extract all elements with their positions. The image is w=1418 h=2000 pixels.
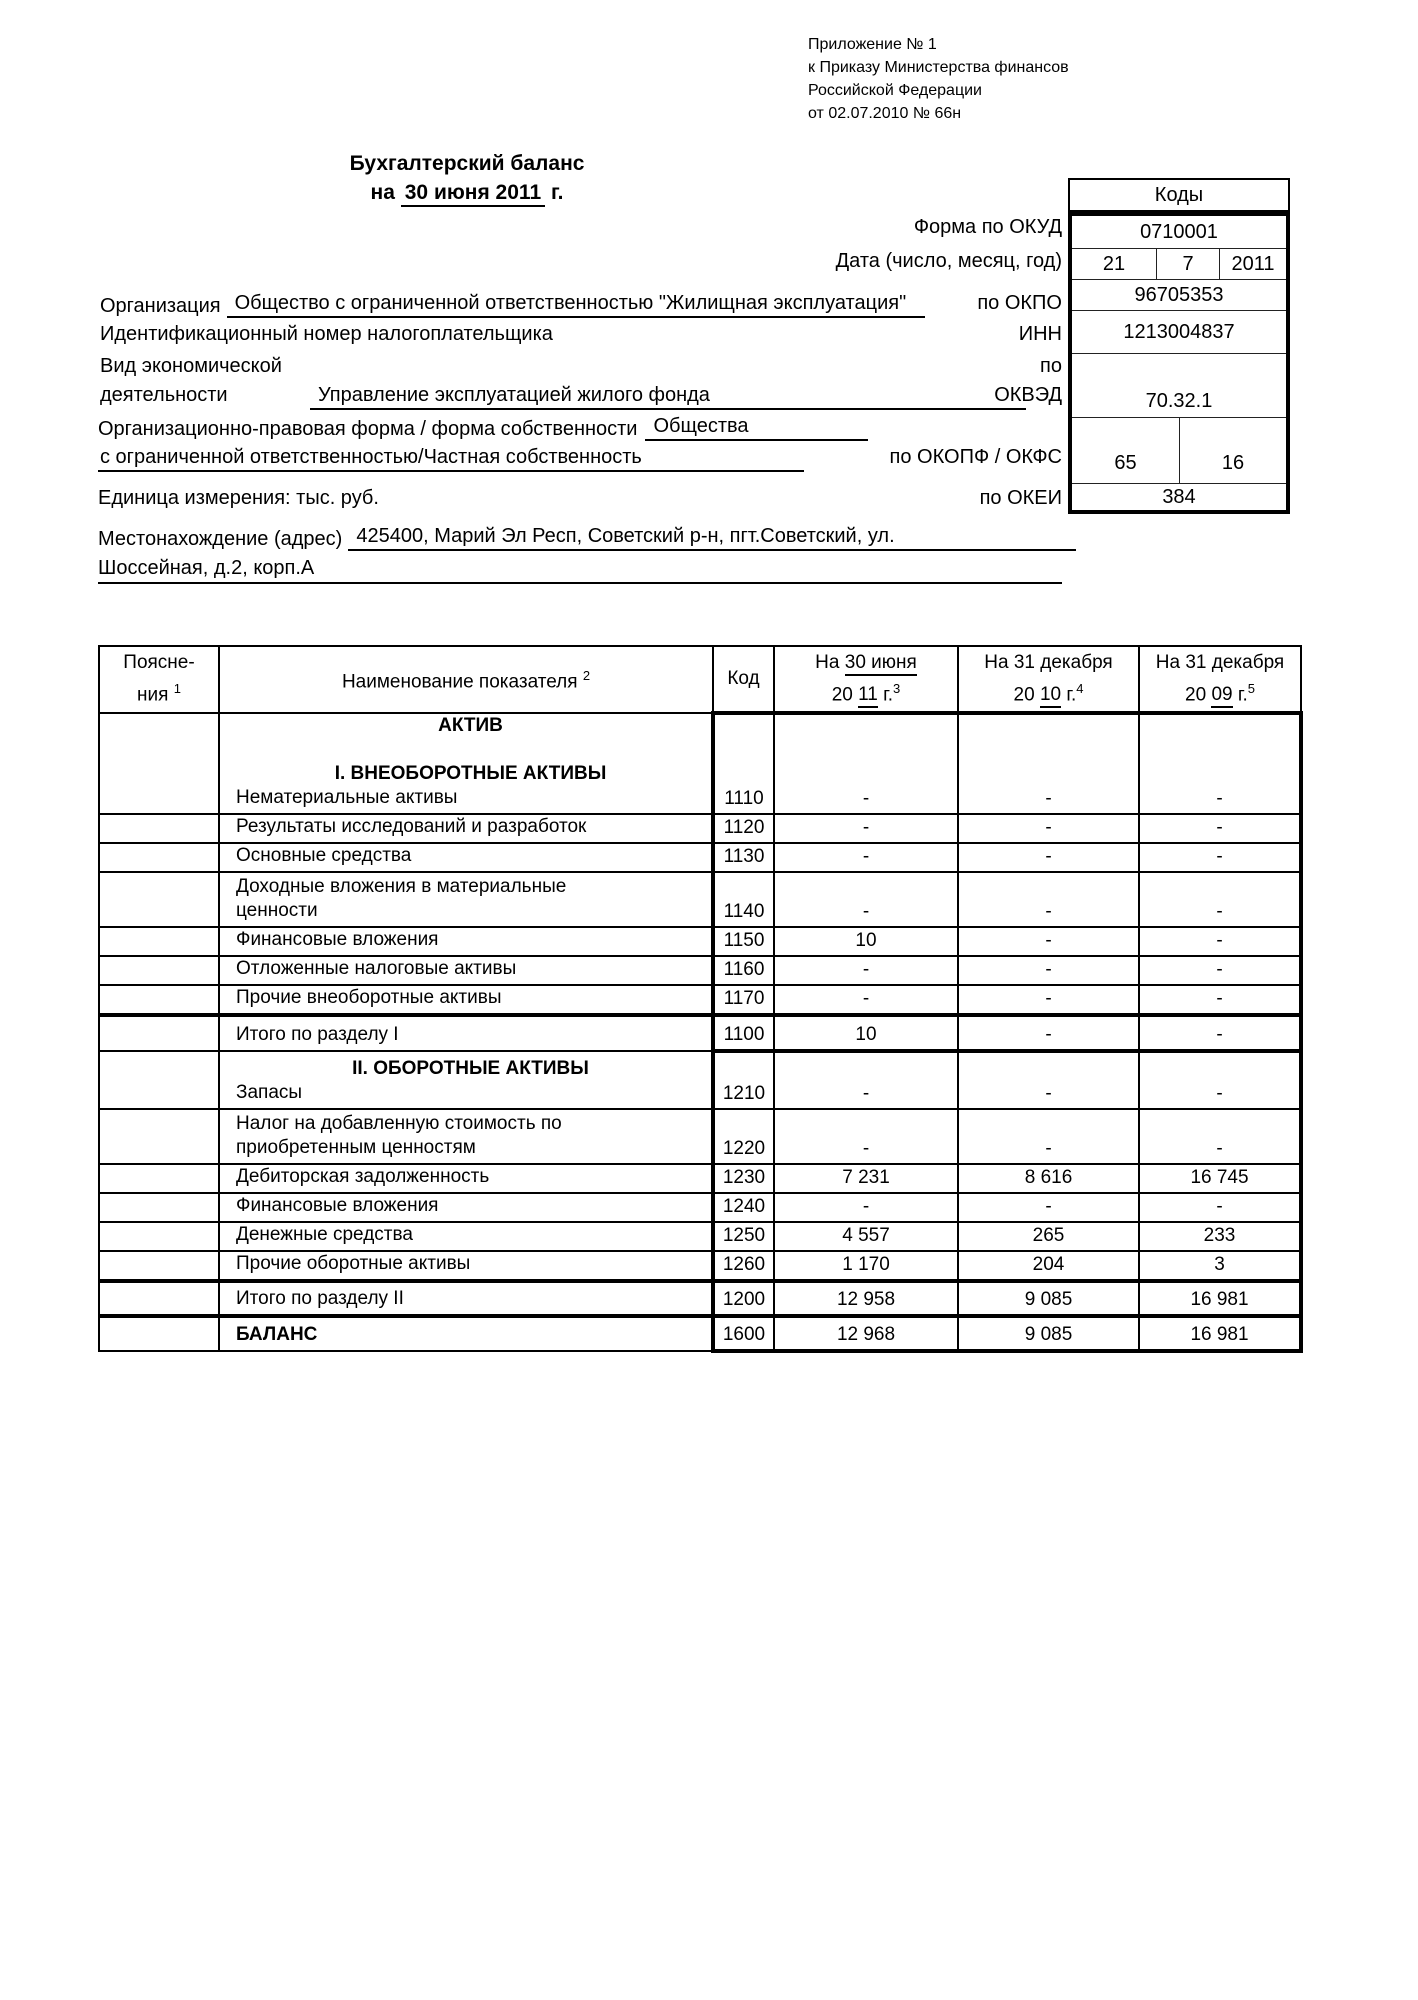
row-label: Денежные средства xyxy=(236,1224,413,1245)
date-code-row xyxy=(1072,249,1286,280)
table-row-1100 xyxy=(99,1015,1301,1051)
row-code-cell: 1120 xyxy=(713,814,774,843)
address-value-2: Шоссейная, д.2, корп.А xyxy=(98,557,315,579)
value-cell-3: - xyxy=(1139,1109,1301,1164)
row-label: Налог на добавленную стоимость по xyxy=(236,1113,562,1134)
value-cell-3: - xyxy=(1139,1015,1301,1051)
table-row-1200 xyxy=(99,1281,1301,1316)
indicator-name-cell xyxy=(219,1109,713,1164)
col-header-indicator-name: Наименование показателя $^2$ xyxy=(219,646,713,713)
indicator-name-cell xyxy=(219,1193,713,1222)
organization-line xyxy=(100,291,925,318)
row-code-cell: 1230 xyxy=(713,1164,774,1193)
indicator-name-cell xyxy=(219,1015,713,1051)
value-cell-3: - xyxy=(1139,956,1301,985)
row-code-cell: 1150 xyxy=(713,927,774,956)
row-label: Финансовые вложения xyxy=(236,1195,439,1216)
value-cell-1: 10 xyxy=(774,1015,958,1051)
legal-form-line xyxy=(98,414,868,441)
indicator-name-cell xyxy=(219,1251,713,1281)
legal-form-value-2: с ограниченной ответственностью/Частная собственность xyxy=(98,445,804,472)
value-cell-3: - xyxy=(1139,843,1301,872)
okved-code-cell: 70.32.1 xyxy=(1072,354,1286,418)
activity-label-2: деятельности xyxy=(100,384,228,406)
explanations-cell xyxy=(99,956,219,985)
inn-label: ИНН xyxy=(1018,323,1062,345)
document-title xyxy=(317,150,617,208)
value-cell-1: 12 968 xyxy=(774,1316,958,1351)
row-code-cell: 1200 xyxy=(713,1281,774,1316)
inn-code-cell: 1213004837 xyxy=(1072,311,1286,354)
appendix-line-2: к Приказу Министерства финансов xyxy=(808,59,1069,76)
value-cell-1: - xyxy=(774,814,958,843)
explanations-cell xyxy=(99,1316,219,1351)
date-day-cell: 21 xyxy=(1102,252,1126,275)
explanations-cell xyxy=(99,985,219,1015)
table-row-1210 xyxy=(99,1051,1301,1109)
value-cell-1: 4 557 xyxy=(774,1222,958,1251)
title-suffix: г. xyxy=(550,181,564,204)
legal-form-label: Организационно-правовая форма / форма собственности xyxy=(98,418,638,440)
section-heading: II. ОБОРОТНЫЕ АКТИВЫ xyxy=(352,1058,589,1079)
activity-label-1: Вид экономической xyxy=(100,355,282,377)
value-cell-2: 204 xyxy=(958,1251,1139,1281)
table-head xyxy=(99,646,1301,713)
row-code-cell: 1140 xyxy=(713,872,774,927)
explanations-cell xyxy=(99,1015,219,1051)
row-code-cell: 1600 xyxy=(713,1316,774,1351)
section-heading: I. ВНЕОБОРОТНЫЕ АКТИВЫ xyxy=(334,763,607,784)
table-row-1140 xyxy=(99,872,1301,927)
value-cell-2: - xyxy=(958,1109,1139,1164)
explanations-cell xyxy=(99,1251,219,1281)
okei-code-cell: 384 xyxy=(1162,485,1196,508)
appendix-line-3: Российской Федерации xyxy=(808,82,982,99)
row-label: Итого по разделу I xyxy=(236,1024,399,1045)
row-code-cell: 1170 xyxy=(713,985,774,1015)
row-label: Финансовые вложения xyxy=(236,929,439,950)
value-cell-1: - xyxy=(774,713,958,814)
legal-form-value-1: Общества xyxy=(645,414,868,441)
row-code-cell: 1210 xyxy=(713,1051,774,1109)
okopf-okfs-row xyxy=(1072,418,1286,484)
organization-value: Общество с ограниченной ответственностью "Жилищная эксплуатация" xyxy=(227,291,925,318)
value-cell-2: - xyxy=(958,814,1139,843)
indicator-name-cell xyxy=(219,814,713,843)
row-code-cell: 1110 xyxy=(713,713,774,814)
table-body xyxy=(99,713,1301,1351)
okud-label: Форма по ОКУД xyxy=(913,216,1062,238)
value-cell-2: 9 085 xyxy=(958,1281,1139,1316)
row-code-cell: 1240 xyxy=(713,1193,774,1222)
table-row-1130 xyxy=(99,843,1301,872)
indicator-name-cell xyxy=(219,1222,713,1251)
value-cell-3: - xyxy=(1139,1051,1301,1109)
date-month-cell: 7 xyxy=(1156,249,1219,279)
value-cell-2: - xyxy=(958,872,1139,927)
value-cell-2: - xyxy=(958,927,1139,956)
explanations-cell xyxy=(99,843,219,872)
table-row-1240 xyxy=(99,1193,1301,1222)
explanations-cell xyxy=(99,872,219,927)
indicator-name-cell xyxy=(219,1316,713,1351)
table-row-1110 xyxy=(99,713,1301,814)
value-cell-1: - xyxy=(774,1109,958,1164)
explanations-cell xyxy=(99,1164,219,1193)
explanations-cell xyxy=(99,1109,219,1164)
row-label: Дебиторская задолженность xyxy=(236,1166,490,1187)
col-header-as-of-dec-31-2010: На 31 декабря 20 10 г.$^4$ xyxy=(958,646,1139,713)
row-code-cell: 1100 xyxy=(713,1015,774,1051)
explanations-cell xyxy=(99,1051,219,1109)
appendix-line-4: от 02.07.2010 № 66н xyxy=(808,105,962,122)
value-cell-1: - xyxy=(774,985,958,1015)
explanations-cell xyxy=(99,814,219,843)
explanations-cell xyxy=(99,713,219,814)
indicator-name-cell xyxy=(219,927,713,956)
title-date: 30 июня 2011 xyxy=(401,181,545,207)
okfs-code-cell: 16 xyxy=(1179,418,1286,483)
table-row-1600 xyxy=(99,1316,1301,1351)
table-row-1260 xyxy=(99,1251,1301,1281)
row-label: Основные средства xyxy=(236,845,412,866)
title-prefix: на xyxy=(370,181,395,204)
col-header-explanations: Поясне- ния $^1$ xyxy=(99,646,219,713)
col-header-as-of-dec-31-2009: На 31 декабря 20 09 г.$^5$ xyxy=(1139,646,1301,713)
indicator-name-cell xyxy=(219,956,713,985)
row-label: Итого по разделу II xyxy=(236,1288,404,1309)
value-cell-2: 8 616 xyxy=(958,1164,1139,1193)
explanations-cell xyxy=(99,1222,219,1251)
table-row-1150 xyxy=(99,927,1301,956)
value-cell-3: 16 981 xyxy=(1139,1281,1301,1316)
indicator-name-cell xyxy=(219,872,713,927)
appendix-line-1: Приложение № 1 xyxy=(808,36,937,53)
value-cell-2: - xyxy=(958,713,1139,814)
value-cell-1: 1 170 xyxy=(774,1251,958,1281)
inn-left-label: Идентификационный номер налогоплательщика xyxy=(100,323,553,345)
col-header-as-of-jun-30-2011: На 30 июня 20 11 г.$^3$ xyxy=(774,646,958,713)
row-code-cell: 1220 xyxy=(713,1109,774,1164)
value-cell-1: - xyxy=(774,1193,958,1222)
okopf-code-cell: 65 xyxy=(1114,452,1137,474)
table-row-1230 xyxy=(99,1164,1301,1193)
value-cell-1: - xyxy=(774,872,958,927)
value-cell-2: - xyxy=(958,1051,1139,1109)
value-cell-1: 12 958 xyxy=(774,1281,958,1316)
indicator-name-cell xyxy=(219,1281,713,1316)
balance-table xyxy=(98,645,1303,1353)
value-cell-3: - xyxy=(1139,927,1301,956)
value-cell-2: 265 xyxy=(958,1222,1139,1251)
value-cell-1: 7 231 xyxy=(774,1164,958,1193)
row-label: Запасы xyxy=(236,1082,303,1103)
unit-label: Единица измерения: тыс. руб. xyxy=(98,487,379,509)
codes-panel xyxy=(1068,212,1290,514)
date-label: Дата (число, месяц, год) xyxy=(835,250,1062,272)
indicator-name-cell xyxy=(219,843,713,872)
explanations-cell xyxy=(99,1281,219,1316)
organization-label: Организация xyxy=(100,295,221,317)
value-cell-3: 16 745 xyxy=(1139,1164,1301,1193)
address-line xyxy=(98,524,1076,551)
okud-code-cell: 0710001 xyxy=(1072,216,1286,249)
row-label: Прочие внеоборотные активы xyxy=(236,987,502,1008)
indicator-name-cell xyxy=(219,713,713,814)
address-value-1: 425400, Марий Эл Респ, Советский р-н, пгт.Советский, ул. xyxy=(348,524,1076,551)
title-line-2 xyxy=(317,178,617,208)
col-header-code: Код xyxy=(713,646,774,713)
row-code-cell: 1250 xyxy=(713,1222,774,1251)
row-label: БАЛАНС xyxy=(236,1324,318,1345)
section-heading xyxy=(236,738,705,762)
row-code-cell: 1130 xyxy=(713,843,774,872)
okpo-label: по ОКПО xyxy=(977,292,1062,314)
value-cell-2: - xyxy=(958,843,1139,872)
value-cell-3: 233 xyxy=(1139,1222,1301,1251)
value-cell-1: - xyxy=(774,843,958,872)
title-line-1: Бухгалтерский баланс xyxy=(349,152,585,175)
row-code-cell: 1260 xyxy=(713,1251,774,1281)
value-cell-3: 16 981 xyxy=(1139,1316,1301,1351)
row-label: Результаты исследований и разработок xyxy=(236,816,587,837)
okei-label: по ОКЕИ xyxy=(979,487,1062,509)
value-cell-3: 3 xyxy=(1139,1251,1301,1281)
row-label: Прочие оборотные активы xyxy=(236,1253,471,1274)
okved-label-1: по xyxy=(1040,355,1062,377)
okopf-label: по ОКОПФ / ОКФС xyxy=(889,446,1062,468)
row-label: Доходные вложения в материальные xyxy=(236,876,567,897)
value-cell-2: - xyxy=(958,956,1139,985)
value-cell-1: - xyxy=(774,1051,958,1109)
table-row-1170 xyxy=(99,985,1301,1015)
value-cell-2: - xyxy=(958,1015,1139,1051)
indicator-name-cell xyxy=(219,1051,713,1109)
row-label: ценности xyxy=(236,900,318,921)
address-label: Местонахождение (адрес) xyxy=(98,528,343,550)
table-row-1250 xyxy=(99,1222,1301,1251)
value-cell-3: - xyxy=(1139,713,1301,814)
activity-value: Управление эксплуатацией жилого фонда xyxy=(310,383,1026,410)
indicator-name-cell xyxy=(219,1164,713,1193)
row-code-cell: 1160 xyxy=(713,956,774,985)
value-cell-1: 10 xyxy=(774,927,958,956)
value-cell-1: - xyxy=(774,956,958,985)
codes-panel-header: Коды xyxy=(1068,178,1290,212)
okpo-code-cell: 96705353 xyxy=(1072,280,1286,311)
table-row-1120 xyxy=(99,814,1301,843)
table-row-1160 xyxy=(99,956,1301,985)
explanations-cell xyxy=(99,927,219,956)
section-heading: АКТИВ xyxy=(438,715,503,736)
value-cell-3: - xyxy=(1139,872,1301,927)
row-label: Нематериальные активы xyxy=(236,787,458,808)
table-row-1220 xyxy=(99,1109,1301,1164)
value-cell-2: - xyxy=(958,985,1139,1015)
value-cell-3: - xyxy=(1139,1193,1301,1222)
value-cell-3: - xyxy=(1139,814,1301,843)
date-year-cell: 2011 xyxy=(1219,249,1286,279)
value-cell-2: - xyxy=(958,1193,1139,1222)
row-label: приобретенным ценностям xyxy=(236,1137,476,1158)
okved-label-2: ОКВЭД xyxy=(994,384,1062,406)
value-cell-3: - xyxy=(1139,985,1301,1015)
value-cell-2: 9 085 xyxy=(958,1316,1139,1351)
appendix-note xyxy=(808,33,1138,125)
row-label: Отложенные налоговые активы xyxy=(236,958,517,979)
explanations-cell xyxy=(99,1193,219,1222)
address-underline xyxy=(98,582,1062,584)
indicator-name-cell xyxy=(219,985,713,1015)
